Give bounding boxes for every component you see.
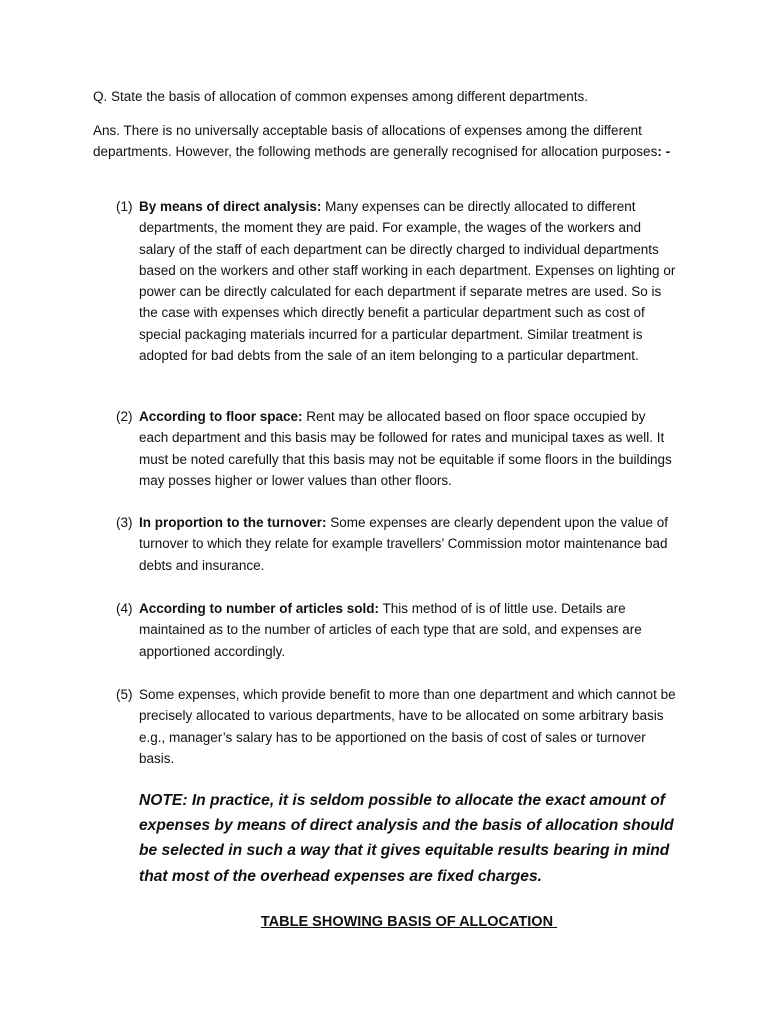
list-item-2	[116, 406, 678, 491]
list-item-number: (1)	[116, 199, 133, 214]
list-item-number: (3)	[116, 515, 133, 530]
answer-prefix: Ans. There is no universally acceptable basis of allocations of expenses among the different departments. However, the following methods are generally recognised for allocation purposes	[93, 123, 658, 160]
list-item-heading: According to number of articles sold:	[139, 601, 380, 616]
list-item-body	[139, 512, 678, 576]
list-item-heading: According to floor space:	[139, 409, 303, 424]
list-item-text: Many expenses can be directly allocated to different departments, the moment they are paid. For example, the wages of the workers and salary of the staff of each department can be directly charged to individual departments based on the workers and other staff working in each department. Expenses on lighting or power can be directly calculated for each department if separate metres are used. So is the case with expenses which directly benefit a particular department such as cost of special packaging materials incurred for a particular department. Similar treatment is adopted for bad debts from the sale of an item belonging to a particular department.	[139, 199, 676, 364]
list-item-text: Some expenses, which provide benefit to more than one department and which cannot be precisely allocated to various departments, have to be allocated on some arbitrary basis e.g., manager’s salary has to be apportioned on the basis of cost of sales or turnover basis.	[139, 687, 676, 766]
list-item-heading: In proportion to the turnover:	[139, 515, 327, 530]
list-item-number: (4)	[116, 601, 133, 616]
list-item-number: (5)	[116, 687, 133, 702]
question-text: Q. State the basis of allocation of common expenses among different departments.	[93, 89, 589, 104]
answer-suffix: : -	[657, 144, 671, 160]
list-item-text: This method of is of little use. Details are maintained as to the number of articles of each type that are sold, and expenses are apportioned accordingly.	[139, 601, 642, 659]
list-item-4	[116, 598, 678, 662]
list-item-heading: By means of direct analysis:	[139, 199, 322, 214]
answer-text	[93, 120, 678, 163]
list-item-body	[139, 598, 678, 662]
note-text: NOTE: In practice, it is seldom possible to allocate the exact amount of expenses by means of direct analysis and the basis of allocation should be selected in such a way that it gives equitable results bearing in mind that most of the overhead expenses are fixed charges.	[139, 792, 674, 885]
list-item-text: Some expenses are clearly dependent upon the value of turnover to which they relate for example travellers’ Commission motor maintenance bad debts and insurance.	[139, 515, 668, 573]
list-item-body	[139, 684, 678, 769]
list-item-body	[139, 406, 678, 491]
list-item-5	[116, 684, 678, 769]
list-item-text: Rent may be allocated based on floor space occupied by each department and this basis may be followed for rates and municipal taxes as well. It must be noted carefully that this basis may not be equitable if some floors in the buildings may posses higher or lower values than other floors.	[139, 409, 672, 488]
list-item-1	[116, 196, 678, 366]
list-item-3	[116, 512, 678, 576]
list-item-number: (2)	[116, 409, 133, 424]
table-title: TABLE SHOWING BASIS OF ALLOCATION	[260, 914, 558, 930]
list-item-body	[139, 196, 678, 366]
